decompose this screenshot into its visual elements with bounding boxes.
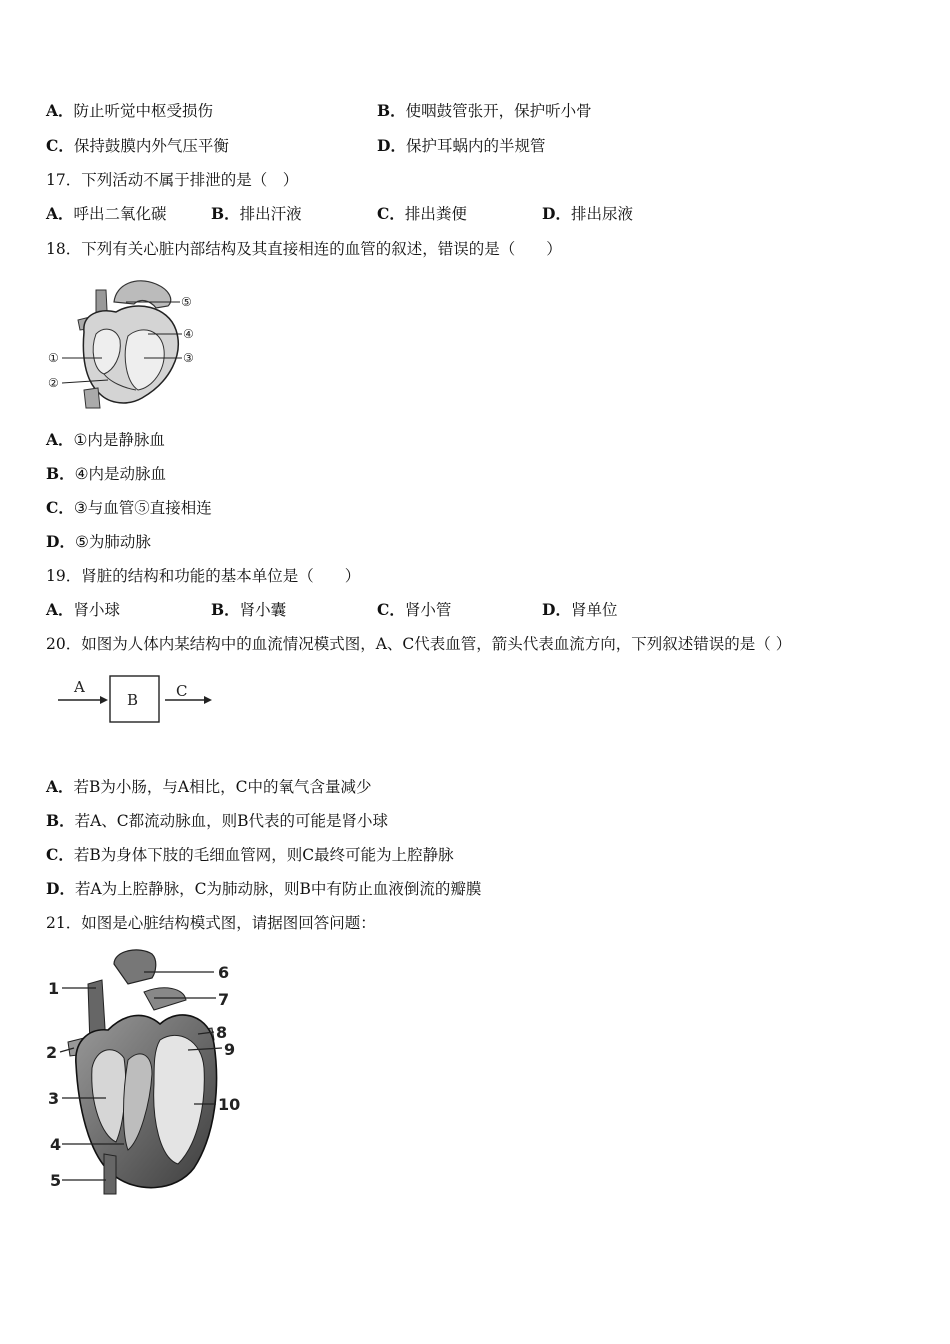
q21-fig-label-3: 3 <box>48 1089 60 1108</box>
option-label: A． <box>46 101 74 120</box>
option-text: 排出汗液 <box>239 205 302 223</box>
option-text: 若A、C都流动脉血，则B代表的可能是肾小球 <box>74 812 389 830</box>
option-label: B． <box>211 204 240 223</box>
q17-option-d <box>542 204 633 224</box>
option-label: C． <box>377 204 405 223</box>
option-text: ③与血管⑤直接相连 <box>73 499 212 517</box>
q18-fig-label-1: ① <box>48 351 59 365</box>
option-label: B． <box>377 101 406 120</box>
q20-fig-label-c: C <box>176 682 188 700</box>
q21-fig-label-2: 2 <box>46 1043 58 1062</box>
q20-option-c <box>46 845 454 865</box>
q21-fig-label-10: 10 <box>218 1095 241 1114</box>
q19-option-a <box>46 600 120 620</box>
option-text: 若B为小肠，与A相比，C中的氧气含量减少 <box>73 778 372 796</box>
q18-fig-label-3: ③ <box>183 351 194 365</box>
option-text: 肾小管 <box>404 601 452 619</box>
option-text: 肾单位 <box>570 601 618 619</box>
option-text: 若A为上腔静脉，C为肺动脉，则B中有防止血液倒流的瓣膜 <box>74 880 482 898</box>
option-text: 呼出二氧化碳 <box>73 205 167 223</box>
q20-option-a <box>46 777 371 797</box>
q20-blood-flow-figure <box>54 672 224 728</box>
option-text: 肾小球 <box>73 601 121 619</box>
q18-option-b <box>46 464 166 484</box>
option-label: B． <box>211 600 240 619</box>
option-label: D． <box>46 532 75 551</box>
q18-stem: 18．下列有关心脏内部结构及其直接相连的血管的叙述，错误的是（ ） <box>46 240 562 258</box>
q17-option-b <box>211 204 302 224</box>
option-text: 排出粪便 <box>404 205 467 223</box>
option-text: 使咽鼓管张开，保护听小骨 <box>405 102 592 120</box>
q19-option-c <box>377 600 451 620</box>
option-text: ④内是动脉血 <box>74 465 167 483</box>
option-label: B． <box>46 464 75 483</box>
q21-fig-label-8: 8 <box>216 1023 228 1042</box>
option-text: 若B为身体下肢的毛细血管网，则C最终可能为上腔静脉 <box>73 846 454 864</box>
option-label: A． <box>46 600 74 619</box>
option-label: C． <box>46 136 74 155</box>
q19-stem: 19．肾脏的结构和功能的基本单位是（ ） <box>46 567 361 585</box>
option-text: 排出尿液 <box>570 205 633 223</box>
q17-option-c <box>377 204 467 224</box>
q20-stem: 20．如图为人体内某结构中的血流情况模式图，A、C代表血管，箭头代表血流方向，下列叙述错误的是（ ） <box>46 635 792 653</box>
q16-option-b <box>377 101 592 121</box>
q19-option-b <box>211 600 286 620</box>
q20-fig-label-a: A <box>74 678 85 696</box>
q21-fig-label-7: 7 <box>218 990 230 1009</box>
option-text: 保护耳蜗内的半规管 <box>405 137 546 155</box>
option-text: ①内是静脉血 <box>73 431 165 449</box>
q16-option-d <box>377 136 545 156</box>
q21-fig-label-6: 6 <box>218 963 230 982</box>
option-label: C． <box>377 600 405 619</box>
q18-fig-label-5: ⑤ <box>181 295 192 309</box>
q18-option-a <box>46 430 165 450</box>
option-text: ⑤为肺动脉 <box>74 533 151 551</box>
q18-heart-figure <box>44 270 204 410</box>
q18-option-d <box>46 532 151 552</box>
option-label: D． <box>542 600 571 619</box>
q21-fig-label-4: 4 <box>50 1135 62 1154</box>
q16-option-a <box>46 101 213 121</box>
q21-stem: 21．如图是心脏结构模式图，请据图回答问题： <box>46 914 376 932</box>
q18-fig-label-4: ④ <box>183 327 194 341</box>
option-label: D． <box>377 136 406 155</box>
option-label: B． <box>46 811 75 830</box>
q21-heart-figure <box>44 944 254 1196</box>
q19-option-d <box>542 600 617 620</box>
option-label: A． <box>46 430 74 449</box>
q21-fig-label-9: 9 <box>224 1040 236 1059</box>
q21-fig-label-5: 5 <box>50 1171 62 1190</box>
option-text: 保持鼓膜内外气压平衡 <box>73 137 229 155</box>
q20-option-d <box>46 879 481 899</box>
q18-option-c <box>46 498 212 518</box>
option-label: D． <box>46 879 75 898</box>
q20-fig-label-b: B <box>127 691 139 709</box>
q21-fig-label-1: 1 <box>48 979 60 998</box>
option-label: D． <box>542 204 571 223</box>
q16-option-c <box>46 136 229 156</box>
q17-stem: 17．下列活动不属于排泄的是（ ） <box>46 171 299 189</box>
q17-option-a <box>46 204 167 224</box>
option-label: C． <box>46 845 74 864</box>
q20-option-b <box>46 811 388 831</box>
option-label: A． <box>46 777 74 796</box>
option-text: 肾小囊 <box>239 601 287 619</box>
option-text: 防止听觉中枢受损伤 <box>73 102 214 120</box>
option-label: C． <box>46 498 74 517</box>
option-label: A． <box>46 204 74 223</box>
q18-fig-label-2: ② <box>48 376 59 390</box>
